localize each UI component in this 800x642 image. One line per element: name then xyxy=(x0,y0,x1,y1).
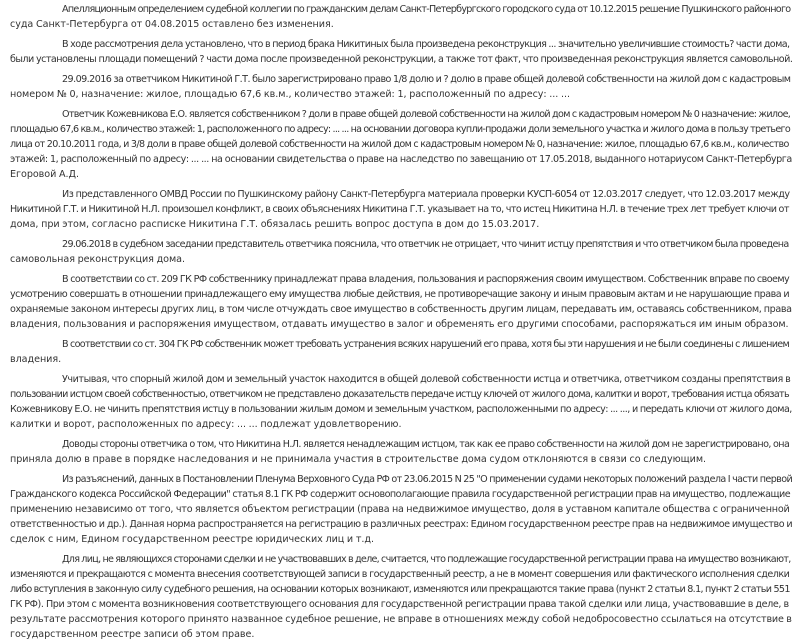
text-line: калитки и ворот, расположенных по адресу: ... ... подлежат удовлетворению. xyxy=(10,419,402,430)
text-line: сделок с ним, Едином государственном реестре юридических лиц и т.д. xyxy=(10,534,374,545)
paragraph xyxy=(10,372,792,432)
paragraph xyxy=(10,437,792,467)
text-line: площадью 67,6 кв.м., количество этажей: 1, расположенного по адресу: ... ... на основании договора купли-продажи доли земельного участка и жилого дома в пользу третьего xyxy=(10,124,791,135)
paragraph xyxy=(10,187,792,232)
text-line: применению независимо от того, что является объектом регистрации (права на недвижимое имущество, доля в уставном капитале общества с ограниченной xyxy=(10,504,790,515)
text-line: Ответчик Кожевникова Е.О. является собственником ? доли в праве общей долевой собственности на жилой дом с кадастровым номером № 0 назначение: жилое, xyxy=(62,109,791,120)
text-line: В ходе рассмотрения дела установлено, что в период брака Никитиных была произведена реконструкция ... значительно увеличившие стоимость? части дома, xyxy=(62,39,790,50)
text-line: Апелляционным определением судебной коллегии по гражданским делам Санкт-Петербургского городского суда от 10.12.2015 решение Пушкинского районного xyxy=(62,4,791,15)
text-line: Кожевникову Е.О. не чинить препятствия истцу в пользовании жилым домом и земельным участком, расположенными по адресу: ... ..., и передать ключи от жилого дома, xyxy=(10,404,792,415)
text-line: суда Санкт-Петербурга от 04.08.2015 оставлено без изменения. xyxy=(10,19,334,30)
text-line: результате рассмотрения которого принято названное судебное решение, не вправе в отношениях между собой недобросовестно ссылаться на отсутствие в xyxy=(10,614,792,625)
text-line: изменяются и прекращаются с момента внесения соответствующей записи в государственный реестр, а не в момент совершения или фактического исполнения сделки xyxy=(10,569,790,580)
text-line: Никитиной Г.Т. и Никитиной Н.Л. произошел конфликт, в своих объяснениях Никитина Г.Т. указывает на то, что истец Никитина Н.Л. в течение трех лет требует ключи от xyxy=(10,204,789,215)
text-line: номером № 0, назначение: жилое, площадью 67,6 кв.м., количество этажей: 1, расположенный по адресу: ... ... xyxy=(10,89,571,100)
text-line: лица от 20.10.2011 года, и 3/8 доли в праве общей долевой собственности на жилой дом с кадастровым номером № 0, назначение: жилое, площадью 67,6 кв.м., количество xyxy=(10,139,789,150)
paragraph xyxy=(10,37,792,67)
text-line: либо вступления в законную силу судебного решения, на основании которых возникают, изменяются или прекращаются такие права (пункт 2 статьи 8.1, пункт 2 статьи 551 xyxy=(10,584,790,595)
text-line: Доводы стороны ответчика о том, что Никитина Н.Л. является ненадлежащим истцом, так как ее право собственности на жилой дом не зарегистрировано, она xyxy=(62,439,790,450)
text-line: приняла долю в праве в порядке наследования и не принимала участия в строительстве дома судом отклоняются в связи со следующим. xyxy=(10,454,707,465)
text-line: Для лиц, не являющихся сторонами сделки и не участвовавших в деле, считается, что подлежащие государственной регистрации права на имущество возникают, xyxy=(62,554,791,565)
text-line: Учитывая, что спорный жилой дом и земельный участок находится в общей долевой собственности истца и ответчика, ответчиком созданы препятствия в xyxy=(62,374,791,385)
text-line: В соответствии со ст. 209 ГК РФ собственнику принадлежат права владения, пользования и распоряжения своим имуществом. Собственник вправе по своему xyxy=(62,274,790,285)
paragraph xyxy=(10,2,792,32)
text-line: Из разъяснений, данных в Постановлении Пленума Верховного Суда РФ от 23.06.2015 N 25 "О применении судами некоторых положений раздела I части первой xyxy=(62,474,792,485)
text-line: владения. xyxy=(10,354,62,365)
text-line: Из представленного ОМВД России по Пушкинскому району Санкт-Петербурга материала проверки КУСП-6054 от 12.03.2017 следует, что 12.03.2017 между xyxy=(62,189,790,200)
text-line: владения, пользования и распоряжения имуществом, отдавать имущество в залог и обременять его другими способами, распоряжаться им иным образом. xyxy=(10,319,789,330)
paragraph xyxy=(10,72,792,102)
text-line: ГК РФ). При этом с момента возникновения соответствующего основания для государственной регистрации права такой сделки или лица, участвовавшие в деле, в xyxy=(10,599,789,610)
text-line: государственном реестре записи об этом праве. xyxy=(10,629,255,640)
paragraph xyxy=(10,107,792,182)
paragraph xyxy=(10,472,792,547)
paragraph xyxy=(10,552,792,642)
paragraph xyxy=(10,272,792,332)
text-line: самовольная реконструкция дома. xyxy=(10,254,186,265)
text-line: дома, при этом, согласно расписке Никитина Г.Т. обязалась решить вопрос доступа в дом до 15.03.2017. xyxy=(10,219,540,230)
paragraph xyxy=(10,237,792,267)
text-line: 29.09.2016 за ответчиком Никитиной Г.Т. было зарегистрировано право 1/8 долю и ? долю в праве общей долевой собственности на жилой дом с кадастровым xyxy=(62,74,791,85)
text-line: Гражданского кодекса Российской Федерации" статья 8.1 ГК РФ содержит основополагающие правила государственной регистрации прав на имущество, подлежащие xyxy=(10,489,791,500)
text-line: В соответствии со ст. 304 ГК РФ собственник может требовать устранения всяких нарушений его права, хотя бы эти нарушения и не были соединены с лишением xyxy=(62,339,790,350)
text-line: усмотрению совершать в отношении принадлежащего ему имущества любые действия, не противоречащие закону и иным правовым актам и не нарушающие права и xyxy=(10,289,790,300)
text-line: были установлены площади помещений ? части дома после произведенной реконструкции, а также тот факт, что произведенная реконструкция является самовольной. xyxy=(10,54,792,65)
text-line: пользовании истцом своей собственностью, ответчиком не представлено доказательств передаче истцу ключей от жилого дома, калитки и ворот, требования истца обязать xyxy=(10,389,789,400)
text-line: охраняемые законом интересы других лиц, в том числе отчуждать свое имущество в собственность другим лицам, передавать им, оставаясь собственником, права xyxy=(10,304,792,315)
text-line: этажей: 1, расположенный по адресу: ... ... на основании свидетельства о праве на наследство по завещанию от 17.05.2018, выданного нотариусом Санкт-Петербурга xyxy=(10,154,792,165)
text-line: ответственностью и др.). Данная норма распространяется на регистрацию в различных реестрах: Едином государственном реестре прав на недвижимое имущество и xyxy=(10,519,792,530)
text-line: 29.06.2018 в судебном заседании представитель ответчика пояснила, что ответчик не отрицает, что чинит истцу препятствия и что ответчиком была проведена xyxy=(62,239,789,250)
text-line: Егоровой А.Д. xyxy=(10,169,79,180)
paragraph xyxy=(10,337,792,367)
